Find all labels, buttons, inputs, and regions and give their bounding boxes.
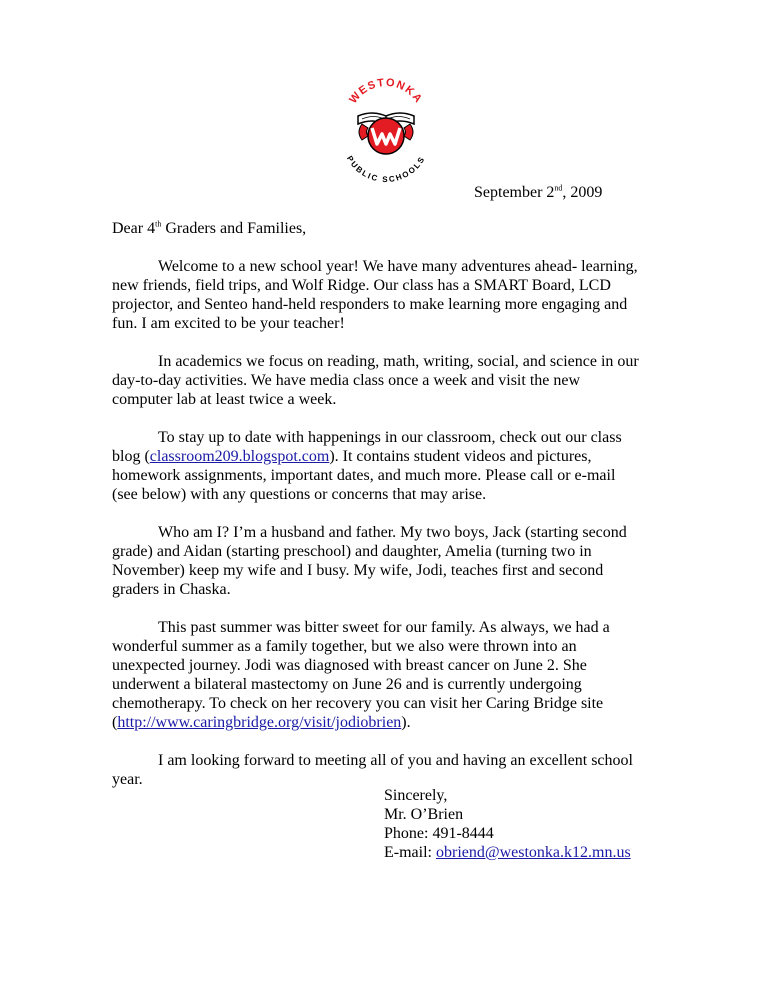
paragraph-about-me: Who am I? I’m a husband and father. My two boys, Jack (starting second grade) and Aidan (starting preschool) and daughter, Amelia (turning two in November) keep my wife and I busy. My wife, Jodi, teaches first and second graders in Chaska.	[112, 524, 627, 598]
logo-top-text: WESTONKA	[347, 78, 425, 106]
paragraph-summer: This past summer was bitter sweet for our family. As always, we had a wonderful summer as a family together, but we also were thrown into an unexpected journey. Jodi was diagnosed with breast cancer on June 2. She underwent a bilateral mastectomy on June 26 and is currently undergoing chemotherapy. To check on her recovery you can visit her Caring Bridge site (http://www.caringbridge.org/visit/jodiobrien).	[112, 619, 610, 731]
signature-name: Mr. O’Brien	[384, 806, 464, 823]
logo-bottom-text: PUBLIC SCHOOLS	[344, 154, 428, 185]
paragraph-closing: I am looking forward to meeting all of you and having an excellent school year.	[112, 752, 633, 788]
paragraph-welcome: Welcome to a new school year! We have many adventures ahead- learning, new friends, field trips, and Wolf Ridge. Our class has a SMART Board, LCD projector, and Senteo hand-held responders to make learning more engaging and fun. I am excited to be your teacher!	[112, 258, 638, 332]
blog-link[interactable]: classroom209.blogspot.com	[149, 448, 330, 465]
signature-email: E-mail: obriend@westonka.k12.mn.us	[384, 844, 631, 861]
westonka-emblem	[336, 78, 436, 186]
signature-block	[384, 786, 631, 862]
letter-body	[112, 219, 652, 789]
greeting: Dear 4th Graders and Families,	[112, 219, 307, 237]
letter-date: September 2nd, 2009	[474, 183, 603, 201]
westonka-logo	[336, 78, 436, 186]
paragraph-academics: In academics we focus on reading, math, writing, social, and science in our day-to-day activities. We have media class once a week and visit the new computer lab at least twice a week.	[112, 353, 639, 408]
paragraph-blog: To stay up to date with happenings in our classroom, check out our class blog (classroom209.blogspot.com). It contains student videos and pictures, homework assignments, important dates, and much more. Please call or e-mail (see below) with any questions or concerns that may arise.	[112, 429, 622, 503]
svg-text:PUBLIC SCHOOLS	[345, 154, 427, 184]
svg-text:WESTONKA	[347, 78, 425, 106]
signature-phone: Phone: 491-8444	[384, 825, 494, 842]
email-link[interactable]: obriend@westonka.k12.mn.us	[435, 844, 631, 861]
signature-closing: Sincerely,	[384, 787, 448, 804]
caringbridge-link[interactable]: http://www.caringbridge.org/visit/jodiobrien	[117, 714, 402, 731]
